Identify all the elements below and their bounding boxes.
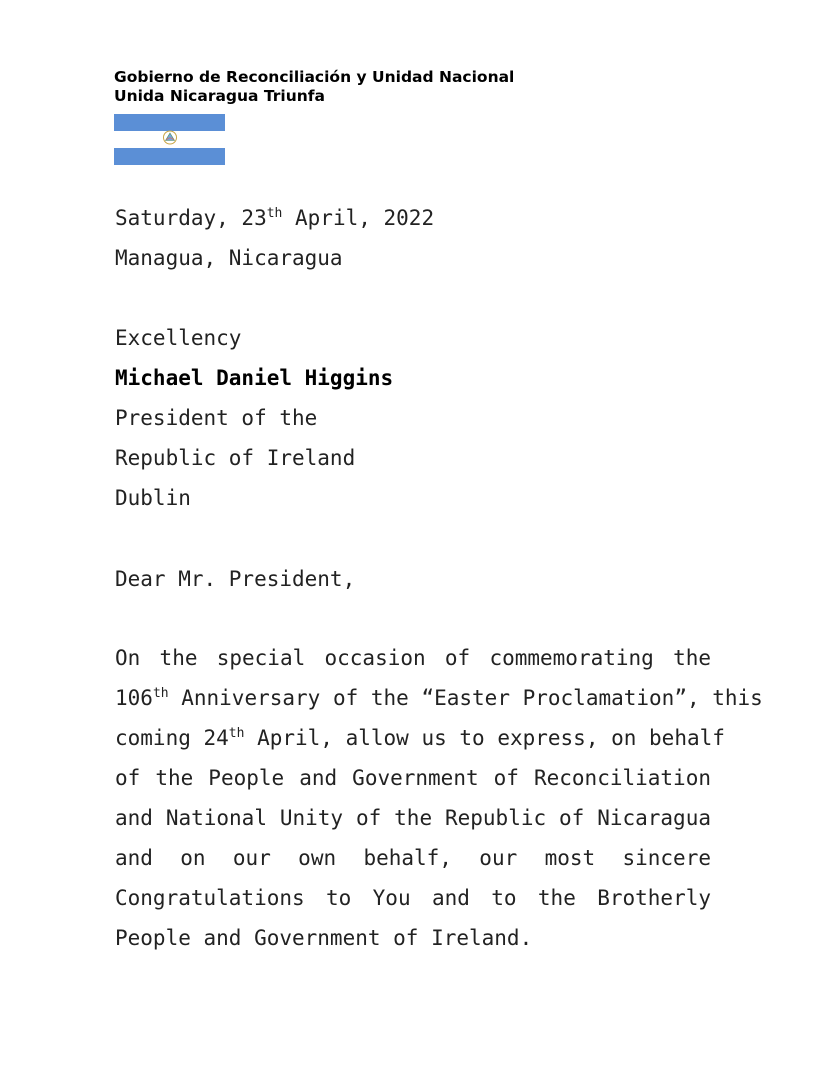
- coat-of-arms-icon: [162, 130, 178, 149]
- letter-date: Saturday, 23th April, 2022: [115, 206, 435, 230]
- recipient-city: Dublin: [115, 486, 191, 510]
- body-line: of the People and Government of Reconciliation: [115, 766, 711, 790]
- body-line: and on our own behalf, our most sincere: [115, 846, 711, 870]
- greeting: Dear Mr. President,: [115, 567, 356, 591]
- body-line: Congratulations to You and to the Brotherly: [115, 886, 711, 910]
- body-line: 106th Anniversary of the “Easter Proclamation”, this: [115, 686, 763, 710]
- recipient-title: Excellency: [115, 326, 242, 350]
- body-line: On the special occasion of commemorating the: [115, 646, 711, 670]
- letter-body: [115, 638, 763, 958]
- letterhead: [114, 68, 514, 106]
- recipient-role-line2: Republic of Ireland: [115, 446, 356, 470]
- letterhead-government-name: Gobierno de Reconciliación y Unidad Nacional: [114, 68, 515, 86]
- letterhead-slogan: Unida Nicaragua Triunfa: [114, 87, 326, 105]
- nicaragua-flag: [114, 114, 225, 165]
- recipient-name: Michael Daniel Higgins: [115, 366, 394, 390]
- flag-bottom-band: [114, 148, 225, 165]
- recipient-role-line1: President of the: [115, 406, 318, 430]
- body-line: People and Government of Ireland.: [115, 926, 533, 950]
- flag-top-band: [114, 114, 225, 131]
- letter-place: Managua, Nicaragua: [115, 246, 343, 270]
- body-line: coming 24th April, allow us to express, on behalf: [115, 726, 725, 750]
- body-line: and National Unity of the Republic of Nicaragua: [115, 806, 711, 830]
- flag-middle-band: [114, 131, 225, 148]
